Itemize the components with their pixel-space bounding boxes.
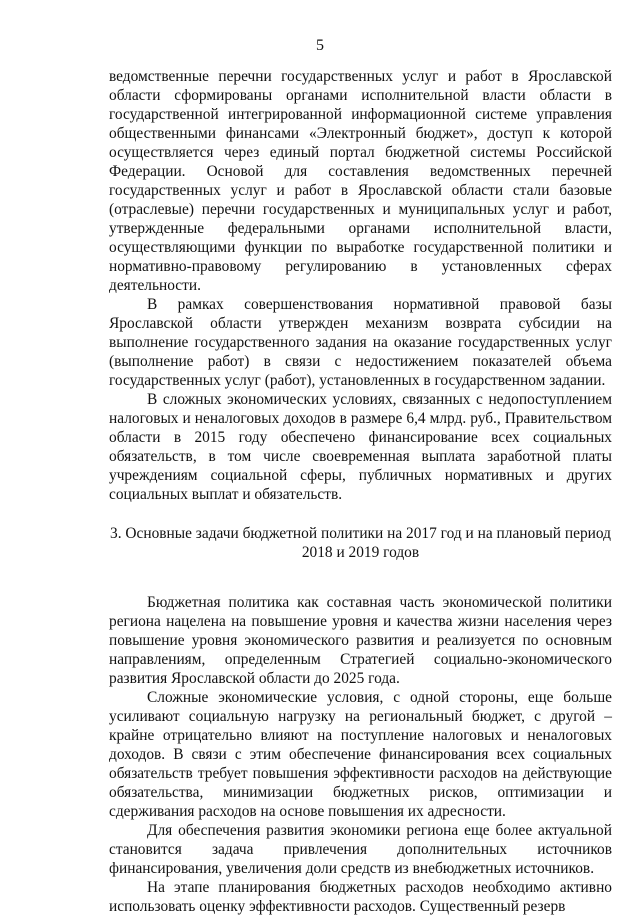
paragraph: На этапе планирования бюджетных расходов необходимо активно использовать оценку эффективности расходов. Существенный резерв [109, 879, 612, 915]
paragraph-continuation: ведомственные перечни государственных услуг и работ в Ярославской области сформированы органами исполнительной власти области в государственной интегрированной информационной системе управления общественными финансами «Электронный бюджет», доступ к которой осуществляется через единый портал бюджетной системы Российской Федерации. Основой для составления ведомственных перечней государственных услуг и работ в Ярославской области стали базовые (отраслевые) перечни государственных и муниципальных услуг и работ, утвержденные федеральными органами исполнительной власти, осуществляющими функции по выработке государственной политики и нормативно-правовому регулированию в установленных сферах деятельности. [109, 68, 612, 294]
paragraph: В рамках совершенствования нормативной правовой базы Ярославской области утвержден механизм возврата субсидии на выполнение государственного задания на оказание государственных услуг (выполнение работ) в связи с недостижением показателей объема государственных услуг (работ), установленных в государственном задании. [109, 296, 612, 389]
section-heading-line: 3. Основные задачи бюджетной политики на 2017 год и на плановый период [110, 525, 611, 542]
paragraph: Сложные экономические условия, с одной стороны, еще больше усиливают социальную нагрузку на региональный бюджет, с другой – крайне отрицательно влияют на поступление налоговых и неналоговых доходов. В связи с этим обеспечение финансирования всех социальных обязательств требует повышения эффективности расходов на действующие обязательства, минимизации бюджетных рисков, оптимизации и сдерживания расходов на основе повышения их адресности. [109, 689, 612, 820]
paragraph: Для обеспечения развития экономики региона еще более актуальной становится задача привлечения дополнительных источников финансирования, увеличения доли средств из внебюджетных источников. [109, 822, 612, 877]
document-body [109, 67, 612, 916]
page-number: 5 [316, 37, 324, 54]
paragraph: В сложных экономических условиях, связанных с недопоступлением налоговых и неналоговых доходов в размере 6,4 млрд. руб., Правительством области в 2015 году обеспечено финансирование всех социальных обязательств, в том числе своевременная выплата заработной платы учреждениям социальной сферы, публичных нормативных и других социальных выплат и обязательств. [109, 391, 612, 503]
section-spacer [109, 562, 612, 593]
section-heading [109, 524, 612, 562]
section-heading-line: 2018 и 2019 годов [301, 544, 420, 561]
paragraph: Бюджетная политика как составная часть экономической политики региона нацелена на повышение уровня и качества жизни населения через повышение уровня экономического развития и реализуется по основным направлениям, определенным Стратегией социально-экономического развития Ярославской области до 2025 года. [109, 594, 612, 687]
